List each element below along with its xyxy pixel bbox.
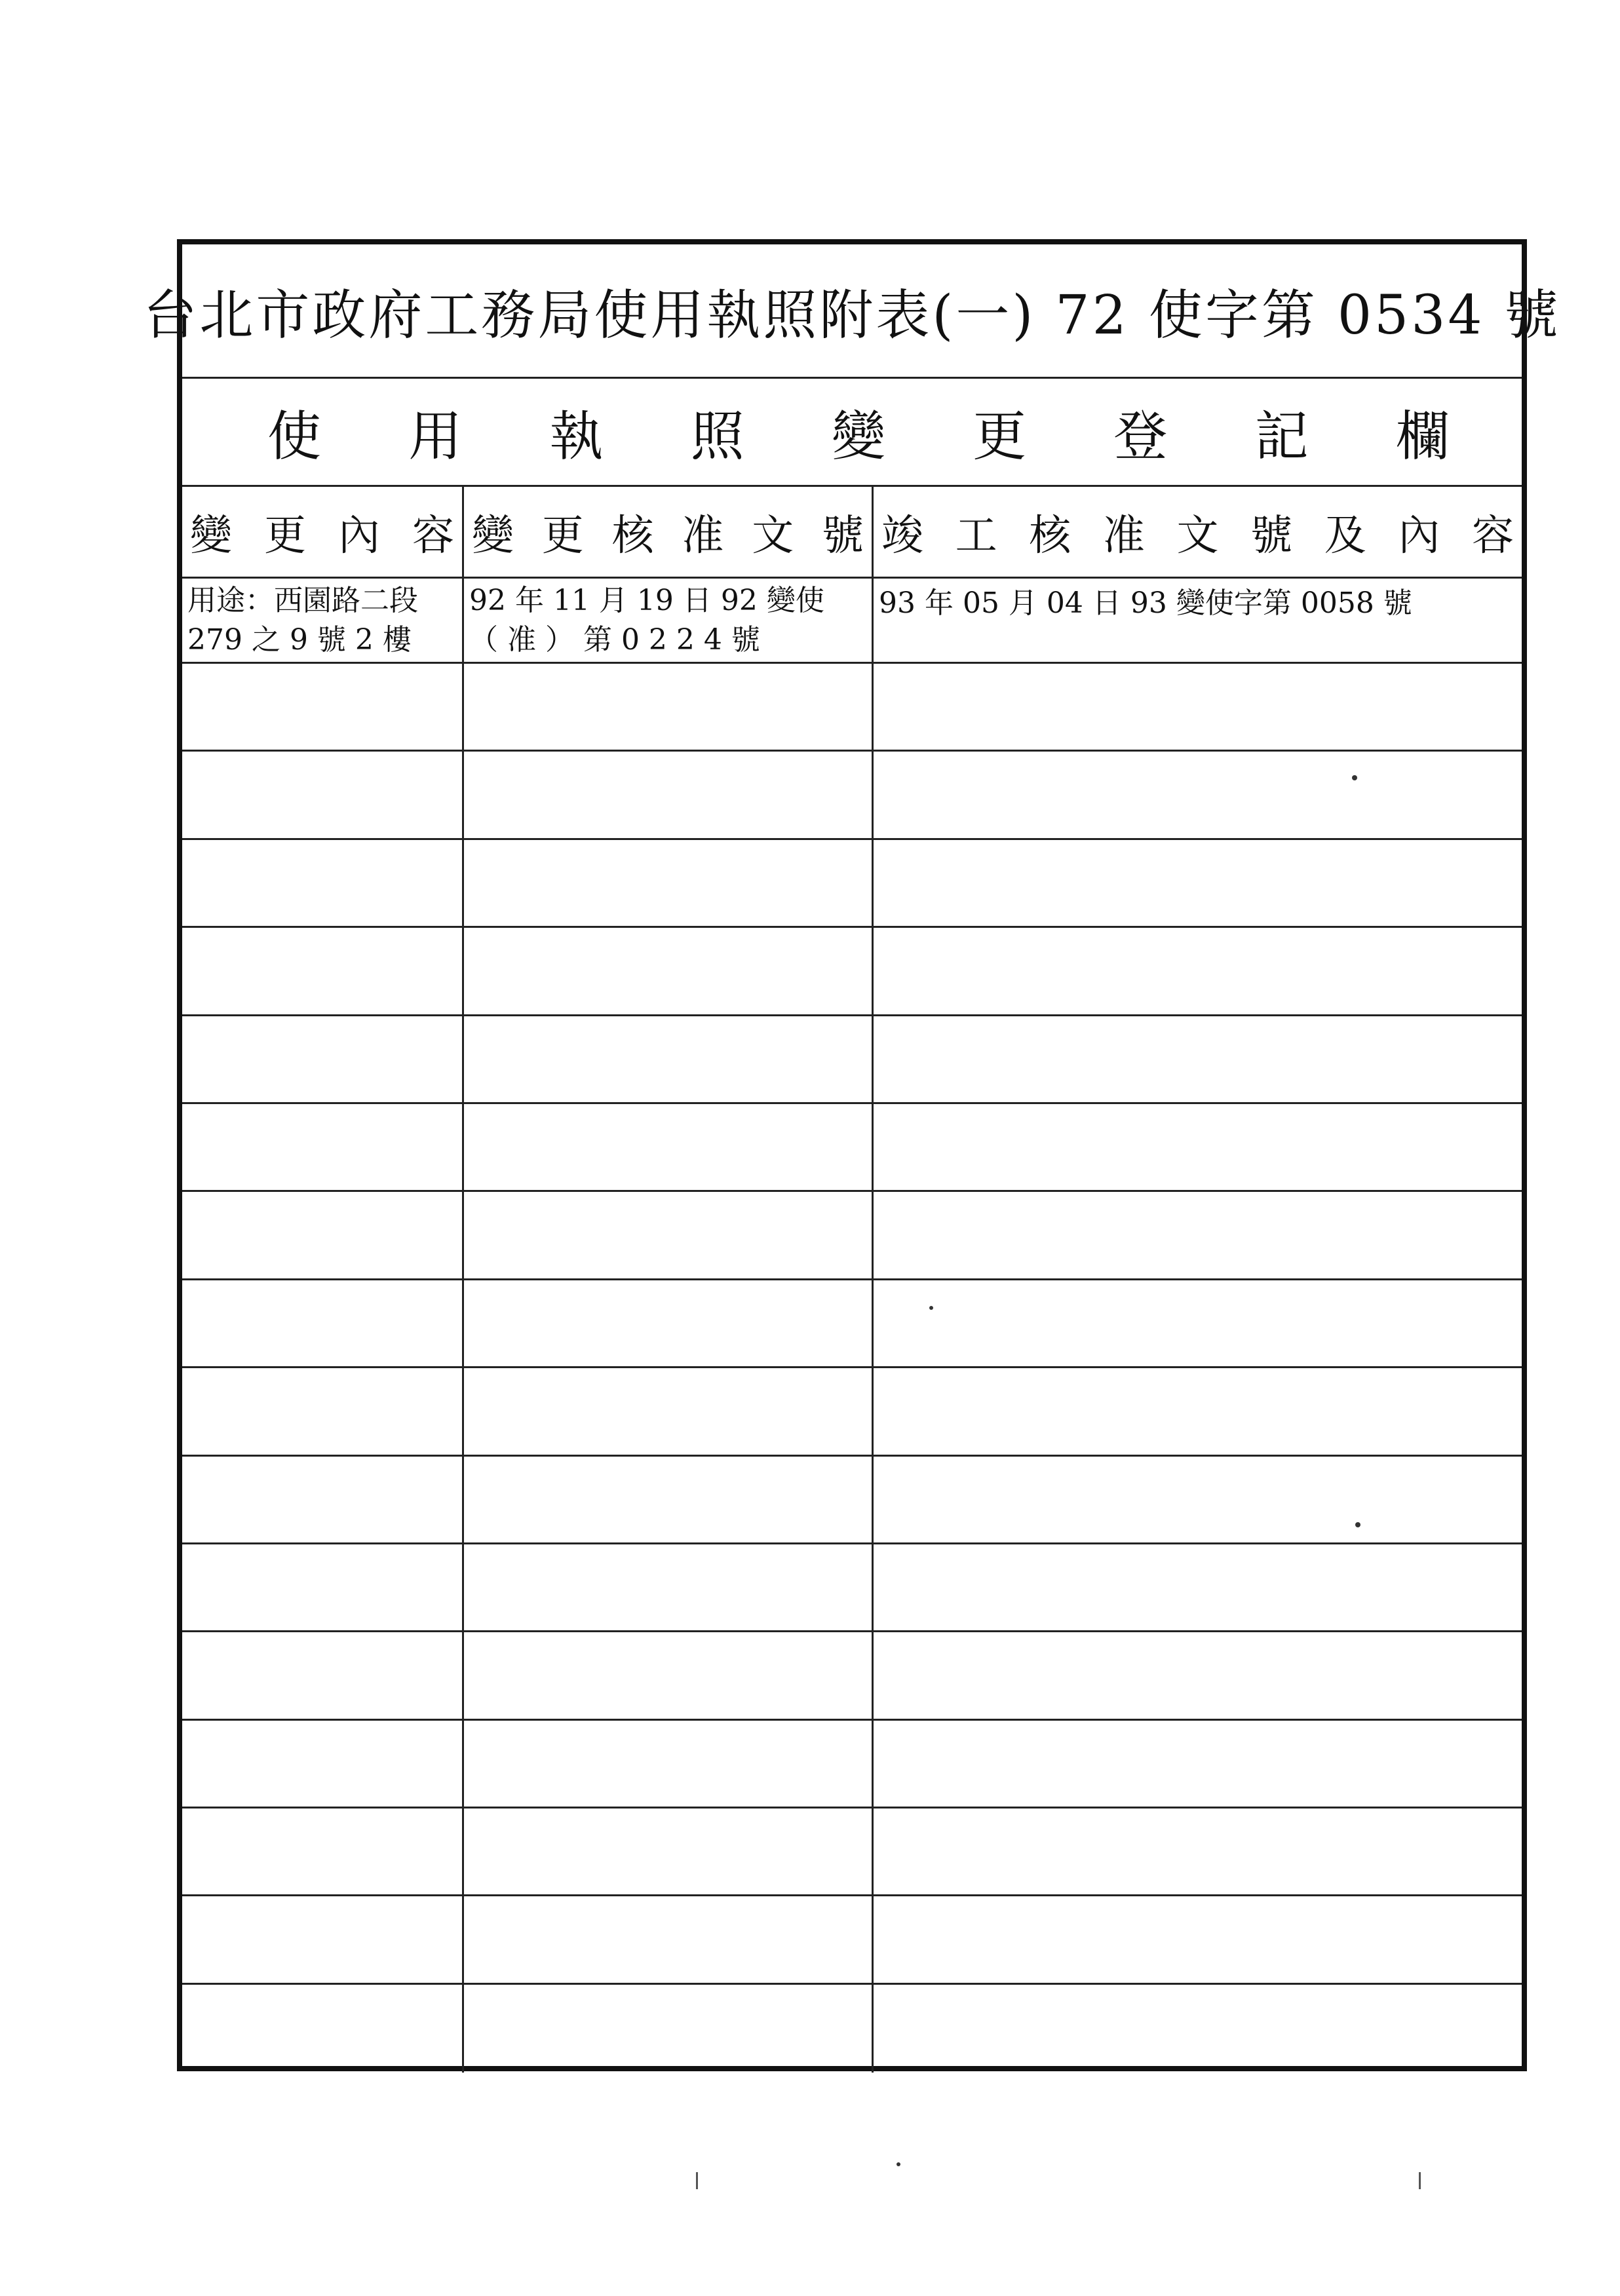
approval-number-cell: [464, 1104, 874, 1190]
completion-number-cell: [874, 1104, 1522, 1190]
completion-number-cell: [874, 1632, 1522, 1718]
scan-mark: [696, 2172, 698, 2189]
change-content-cell: [182, 1104, 464, 1190]
table-row: [182, 1368, 1522, 1456]
completion-number-line: 93 年 05 月 04 日 93 變使字第 0058 號: [879, 586, 1412, 620]
scan-speck: [1355, 1522, 1360, 1527]
change-content-cell: [182, 1192, 464, 1278]
completion-number-cell: [874, 1896, 1522, 1982]
header-char: 內: [1398, 511, 1440, 560]
approval-number-cell: [464, 579, 874, 662]
completion-number-cell: [874, 1721, 1522, 1807]
form-title: 台北市政府工務局使用執照附表(一) 72 使字第 0534 號: [143, 284, 1561, 347]
completion-number-cell: [874, 840, 1522, 926]
table-row: [182, 1192, 1522, 1280]
change-content-cell: [182, 1721, 464, 1807]
change-content-cell: [182, 1544, 464, 1630]
header-char: 文: [1176, 511, 1219, 560]
subtitle-char: 照: [690, 405, 744, 468]
scan-speck: [929, 1306, 933, 1310]
approval-number-cell: [464, 1721, 874, 1807]
change-content-line: 用途：西園路二段: [187, 583, 418, 617]
table-row: [182, 1280, 1522, 1368]
header-char: 內: [338, 511, 380, 560]
header-char: 號: [821, 511, 864, 560]
approval-number-cell: [464, 1808, 874, 1894]
header-char: 容: [412, 511, 454, 560]
change-content-cell: [182, 1457, 464, 1542]
header-char: 變: [472, 511, 514, 560]
table-row: [182, 840, 1522, 928]
approval-number-cell: [464, 1016, 874, 1102]
change-content-line: 279 之 9 號 2 樓: [187, 622, 412, 657]
approval-number-cell: [464, 1192, 874, 1278]
completion-number-cell: [874, 1192, 1522, 1278]
table-row: [182, 1985, 1522, 2073]
completion-number-cell: [874, 1280, 1522, 1366]
completion-number-cell: [874, 664, 1522, 750]
change-content-cell: [182, 840, 464, 926]
approval-number-cell: [464, 1544, 874, 1630]
completion-number-cell: [874, 579, 1522, 662]
completion-number-cell: [874, 1016, 1522, 1102]
completion-number-cell: [874, 1808, 1522, 1894]
approval-number-cell: [464, 752, 874, 837]
change-content-cell: [182, 664, 464, 750]
approval-number-cell: [464, 1632, 874, 1718]
approval-number-cell: [464, 1896, 874, 1982]
completion-number-cell: [874, 1544, 1522, 1630]
approval-number-cell: [464, 840, 874, 926]
header-char: 及: [1324, 511, 1366, 560]
subtitle-char: 變: [831, 405, 885, 468]
approval-number-cell: [464, 664, 874, 750]
table-row: [182, 1896, 1522, 1984]
table-row: [182, 752, 1522, 839]
scan-mark: [1419, 2172, 1421, 2189]
header-char: 工: [955, 511, 997, 560]
header-change-content: [182, 487, 464, 577]
title-row: [143, 244, 1561, 379]
table-row: [182, 1016, 1522, 1104]
header-char: 准: [1102, 511, 1145, 560]
header-char: 文: [752, 511, 794, 560]
table-row: [182, 1721, 1522, 1808]
table-row: [182, 579, 1522, 664]
header-char: 變: [190, 511, 232, 560]
header-char: 容: [1472, 511, 1514, 560]
header-completion-number-content: [874, 487, 1522, 577]
header-char: 核: [1029, 511, 1071, 560]
approval-number-line: 92 年 11 月 19 日 92 變使: [469, 583, 824, 617]
change-content-cell: [182, 928, 464, 1014]
table-row: [182, 1808, 1522, 1896]
change-content-cell: [182, 1368, 464, 1454]
completion-number-cell: [874, 1457, 1522, 1542]
subtitle-char: 記: [1254, 405, 1309, 468]
header-approval-number: [464, 487, 874, 577]
header-char: 竣: [881, 511, 923, 560]
column-header-row: [182, 487, 1522, 579]
change-content-cell: [182, 579, 464, 662]
table-row: [182, 1104, 1522, 1192]
approval-number-cell: [464, 928, 874, 1014]
blank-rows: [182, 664, 1522, 2066]
table-row: [182, 1544, 1522, 1632]
table-row: [182, 1632, 1522, 1720]
change-content-cell: [182, 1632, 464, 1718]
table-row: [182, 664, 1522, 752]
subtitle-row: [182, 379, 1522, 487]
approval-number-cell: [464, 1985, 874, 2073]
subtitle-char: 欄: [1395, 405, 1450, 468]
subtitle-char: 用: [408, 405, 463, 468]
header-char: 准: [682, 511, 724, 560]
change-content-cell: [182, 1016, 464, 1102]
header-char: 號: [1250, 511, 1293, 560]
change-content-cell: [182, 1808, 464, 1894]
change-content-cell: [182, 1896, 464, 1982]
change-content-cell: [182, 752, 464, 837]
usage-permit-change-register-table: [143, 239, 1561, 2071]
completion-number-cell: [874, 928, 1522, 1014]
completion-number-cell: [874, 1985, 1522, 2073]
change-content-cell: [182, 1985, 464, 2073]
header-char: 更: [541, 511, 584, 560]
table-row: [182, 928, 1522, 1016]
approval-number-line: （ 准 ） 第 0 2 2 4 號: [469, 622, 760, 657]
approval-number-cell: [464, 1457, 874, 1542]
subtitle-char: 更: [973, 405, 1027, 468]
header-char: 更: [264, 511, 306, 560]
header-char: 核: [611, 511, 654, 560]
completion-number-cell: [874, 1368, 1522, 1454]
scan-speck: [897, 2162, 900, 2166]
subtitle-char: 執: [549, 405, 604, 468]
completion-number-cell: [874, 752, 1522, 837]
scan-speck: [1352, 775, 1357, 780]
change-content-cell: [182, 1280, 464, 1366]
subtitle-char: 登: [1113, 405, 1168, 468]
subtitle-char: 使: [267, 405, 322, 468]
approval-number-cell: [464, 1368, 874, 1454]
approval-number-cell: [464, 1280, 874, 1366]
table-row: [182, 1457, 1522, 1544]
